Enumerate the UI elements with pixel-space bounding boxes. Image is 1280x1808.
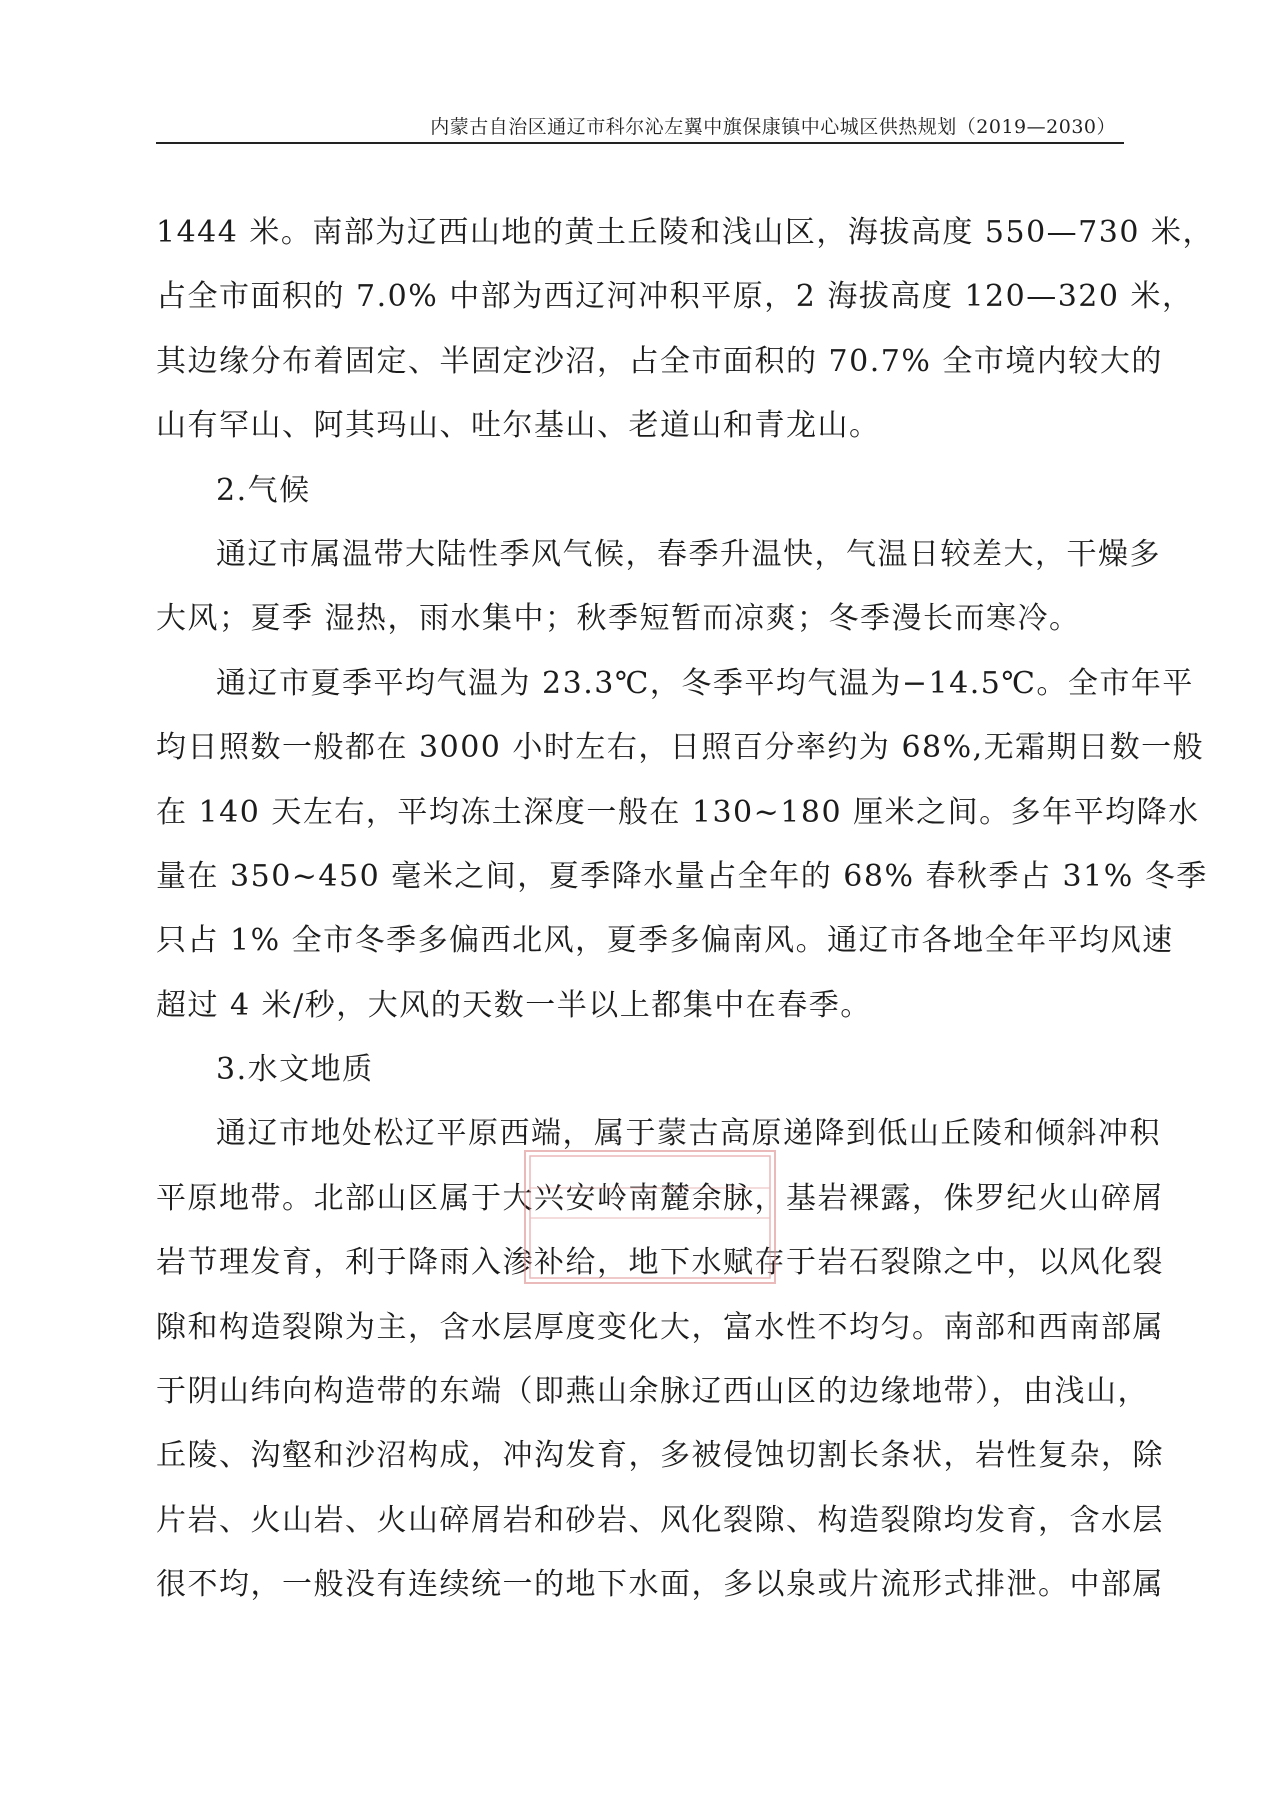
paragraph-line: 岩节理发育，利于降雨入渗补给，地下水赋存于岩石裂隙之中，以风化裂 bbox=[156, 1245, 1164, 1281]
header-title: 内蒙古自治区通辽市科尔沁左翼中旗保康镇中心城区供热规划（2019—2030） bbox=[430, 116, 1116, 138]
section-heading-climate: 2.气候 bbox=[216, 472, 311, 508]
paragraph-line: 在 140 天左右，平均冻土深度一般在 130~180 厘米之间。多年平均降水 bbox=[156, 794, 1200, 830]
paragraph-line: 量在 350~450 毫米之间，夏季降水量占全年的 68% 春秋季占 31% 冬季 bbox=[156, 858, 1208, 894]
page-header bbox=[156, 112, 1124, 144]
paragraph-line: 只占 1% 全市冬季多偏西北风，夏季多偏南风。通辽市各地全年平均风速 bbox=[156, 923, 1174, 959]
paragraph-line: 很不均，一般没有连续统一的地下水面，多以泉或片流形式排泄。中部属 bbox=[156, 1567, 1164, 1603]
section-heading-hydrogeology: 3.水文地质 bbox=[216, 1052, 374, 1088]
paragraph-line: 占全市面积的 7.0% 中部为西辽河冲积平原，2 海拔高度 120—320 米， bbox=[156, 279, 1194, 315]
paragraph-line: 1444 米。南部为辽西山地的黄土丘陵和浅山区，海拔高度 550—730 米， bbox=[156, 215, 1214, 250]
paragraph-line: 其边缘分布着固定、半固定沙沼，占全市面积的 70.7% 全市境内较大的 bbox=[156, 343, 1163, 379]
paragraph-line: 通辽市夏季平均气温为 23.3℃，冬季平均气温为−14.5℃。全市年平 bbox=[216, 665, 1194, 701]
paragraph-line: 通辽市属温带大陆性季风气候，春季升温快，气温日较差大，干燥多 bbox=[216, 536, 1161, 572]
paragraph-line: 山有罕山、阿其玛山、吐尔基山、老道山和青龙山。 bbox=[156, 408, 881, 444]
paragraph-line: 丘陵、沟壑和沙沼构成，冲沟发育，多被侵蚀切割长条状，岩性复杂，除 bbox=[156, 1438, 1164, 1474]
paragraph-line: 隙和构造裂隙为主，含水层厚度变化大，富水性不均匀。南部和西南部属 bbox=[156, 1309, 1164, 1345]
document-body bbox=[156, 210, 1214, 1627]
paragraph-line: 于阴山纬向构造带的东端（即燕山余脉辽西山区的边缘地带），由浅山， bbox=[156, 1374, 1149, 1410]
paragraph-line: 平原地带。北部山区属于大兴安岭南麓余脉，基岩裸露，侏罗纪火山碎屑 bbox=[156, 1180, 1164, 1216]
paragraph-line: 片岩、火山岩、火山碎屑岩和砂岩、风化裂隙、构造裂隙均发育，含水层 bbox=[156, 1502, 1164, 1538]
paragraph-line: 通辽市地处松辽平原西端，属于蒙古高原递降到低山丘陵和倾斜冲积 bbox=[216, 1116, 1161, 1152]
paragraph-line: 超过 4 米/秒，大风的天数一半以上都集中在春季。 bbox=[156, 987, 872, 1023]
paragraph-line: 大风；夏季 湿热，雨水集中；秋季短暂而凉爽；冬季漫长而寒冷。 bbox=[156, 601, 1081, 637]
paragraph-line: 均日照数一般都在 3000 小时左右，日照百分率约为 68%,无霜期日数一般 bbox=[156, 730, 1205, 766]
